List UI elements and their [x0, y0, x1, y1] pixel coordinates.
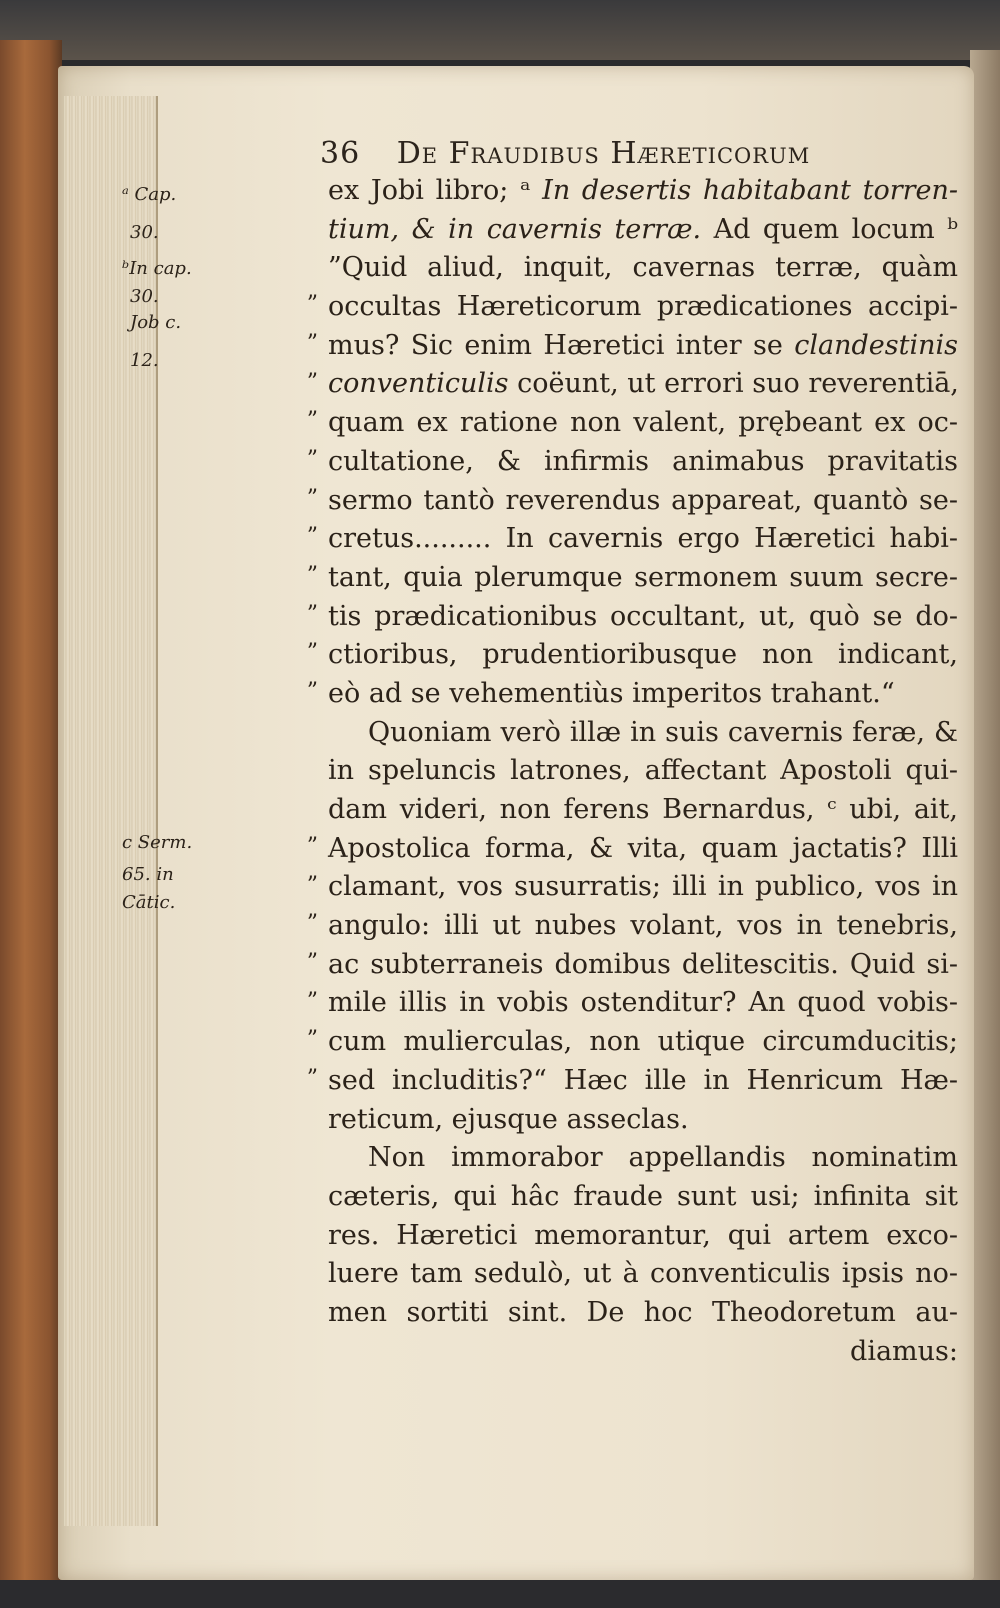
text-line	[328, 365, 958, 404]
line-text: in speluncis latrones, affectant Apostoli qui-	[328, 755, 958, 787]
line-text: diamus:	[850, 1335, 958, 1367]
quote-mark: ”	[306, 872, 318, 898]
body-text	[328, 172, 958, 1371]
text-area	[122, 96, 960, 1566]
line-text: dam videri, non ferens Bernardus, ᶜ ubi, ait,	[328, 794, 958, 825]
margin-note-c2: 65. in	[122, 864, 174, 885]
quote-mark: ”	[306, 988, 318, 1014]
text-line	[328, 752, 958, 791]
quote-mark: ”	[306, 369, 318, 395]
line-tail-text: Ad quem locum ᵇ	[701, 213, 958, 245]
line-italic-text: tium, & in cavernis terræ.	[328, 213, 702, 245]
line-text: tant, quia plerumque sermonem suum secre-	[328, 561, 958, 593]
scan-background-bottom	[0, 1580, 1000, 1608]
quote-mark: ”	[306, 950, 318, 975]
running-title: De Fraudibus Hæreticorum	[396, 136, 811, 171]
text-line	[328, 946, 958, 985]
quote-mark: ”	[306, 1027, 318, 1053]
line-text: occultas Hæreticorum prædicationes accipi-	[328, 291, 958, 323]
quote-mark: ”	[306, 640, 318, 666]
text-line	[328, 598, 958, 637]
quote-mark: ”	[306, 524, 318, 550]
text-line	[328, 830, 958, 869]
margin-note-a2: 30.	[130, 222, 159, 243]
quote-mark: ”	[306, 911, 318, 937]
text-line	[328, 1023, 958, 1062]
line-text: angulo: illi ut nubes volant, vos in tenebris,	[328, 910, 958, 942]
line-text: Quoniam verò illæ in suis cavernis feræ, &	[368, 716, 958, 748]
line-text: ctioribus, prudentioribusque non indicant,	[328, 639, 958, 671]
text-line	[328, 211, 958, 250]
quote-mark: ”	[306, 1066, 318, 1092]
line-text: sermo tantò reverendus appareat, quantò se-	[328, 484, 958, 516]
quote-mark: ”	[306, 292, 318, 318]
line-text: cum mulierculas, non utique circumducitis;	[328, 1026, 958, 1058]
text-line	[328, 249, 958, 288]
book-cover-left	[0, 40, 62, 1580]
text-line	[328, 443, 958, 482]
book-cover-right	[970, 50, 1000, 1580]
text-line	[328, 327, 958, 366]
line-italic-text: In desertis habitabant torren-	[542, 175, 959, 206]
text-line	[328, 868, 958, 907]
scan-background-top	[0, 0, 1000, 60]
line-text: res. Hæretici memorantur, qui artem exco-	[328, 1219, 958, 1251]
line-italic-text: clandestinis	[794, 329, 958, 361]
quote-mark: ”	[306, 408, 318, 434]
quote-mark: ”	[306, 833, 318, 859]
text-line	[328, 1101, 958, 1140]
quote-mark: ”	[306, 601, 318, 627]
margin-note-a: ᵃ Cap.	[122, 184, 177, 205]
line-text: luere tam sedulò, ut à conventiculis ipsis no-	[328, 1258, 958, 1290]
text-line	[328, 1294, 958, 1333]
text-line	[328, 482, 958, 521]
line-text: cultatione, & infirmis animabus pravitatis	[328, 445, 958, 477]
line-text: tis prædicationibus occultant, ut, quò se do-	[328, 600, 958, 632]
text-line	[328, 636, 958, 675]
line-text: reticum, ejusque asseclas.	[328, 1103, 689, 1135]
text-line	[328, 1333, 958, 1372]
text-line	[328, 1062, 958, 1101]
margin-note-b: ᵇIn cap.	[122, 258, 192, 279]
line-text: quam ex ratione non valent, prębeant ex oc-	[328, 407, 958, 439]
text-line	[328, 907, 958, 946]
line-text: men sortiti sint. De hoc Theodoretum au-	[328, 1296, 958, 1328]
line-text: sed includitis?“ Hæc ille in Henricum Hæ-	[328, 1064, 958, 1096]
quote-mark: ”	[306, 330, 318, 356]
margin-note-b4: 12.	[130, 350, 159, 371]
quote-mark: ”	[306, 563, 318, 588]
quote-mark: ”	[306, 446, 318, 472]
line-text: mile illis in vobis ostenditur? An quod vobis-	[328, 987, 958, 1019]
line-text: ex Jobi libro; ᵃ	[328, 175, 543, 206]
margin-note-c: c Serm.	[122, 832, 193, 853]
text-line	[328, 1217, 958, 1256]
quote-mark: ”	[306, 679, 318, 705]
line-text: Apostolica forma, & vita, quam jactatis? Illi	[328, 832, 958, 864]
margin-note-b3: Job c.	[130, 312, 182, 333]
text-line	[328, 791, 958, 830]
text-line	[328, 172, 958, 211]
text-line	[328, 288, 958, 327]
text-line	[328, 714, 958, 753]
line-text: ac subterraneis domibus delitescitis. Quid si-	[328, 948, 958, 980]
line-text: Non immorabor appellandis nominatim	[368, 1142, 958, 1174]
running-head	[320, 136, 960, 171]
line-text: mus? Sic enim Hæretici inter se	[328, 329, 795, 361]
text-line	[328, 984, 958, 1023]
quote-mark: ”	[306, 485, 318, 511]
line-italic-text: conventiculis	[328, 368, 509, 400]
line-text: ”Quid aliud, inquit, cavernas terræ, quàm	[328, 252, 958, 284]
text-line	[328, 675, 958, 714]
margin-note-c3: Cātic.	[122, 892, 176, 913]
text-line	[328, 1178, 958, 1217]
line-tail-text: coëunt, ut errori suo reverentiā,	[508, 368, 959, 400]
line-text: eò ad se vehementiùs imperitos trahant.“	[328, 677, 895, 709]
text-line	[328, 404, 958, 443]
page-number: 36	[320, 136, 361, 171]
text-line	[328, 1139, 958, 1178]
line-text: clamant, vos susurratis; illi in publico, vos in	[328, 871, 958, 903]
text-line	[328, 520, 958, 559]
line-text: cretus......... In cavernis ergo Hæretici habi-	[328, 523, 958, 555]
text-line	[328, 1255, 958, 1294]
margin-note-b2: 30.	[130, 286, 159, 307]
text-line	[328, 559, 958, 598]
line-text: cæteris, qui hâc fraude sunt usi; infinita sit	[328, 1180, 958, 1212]
page-edges	[64, 96, 158, 1526]
